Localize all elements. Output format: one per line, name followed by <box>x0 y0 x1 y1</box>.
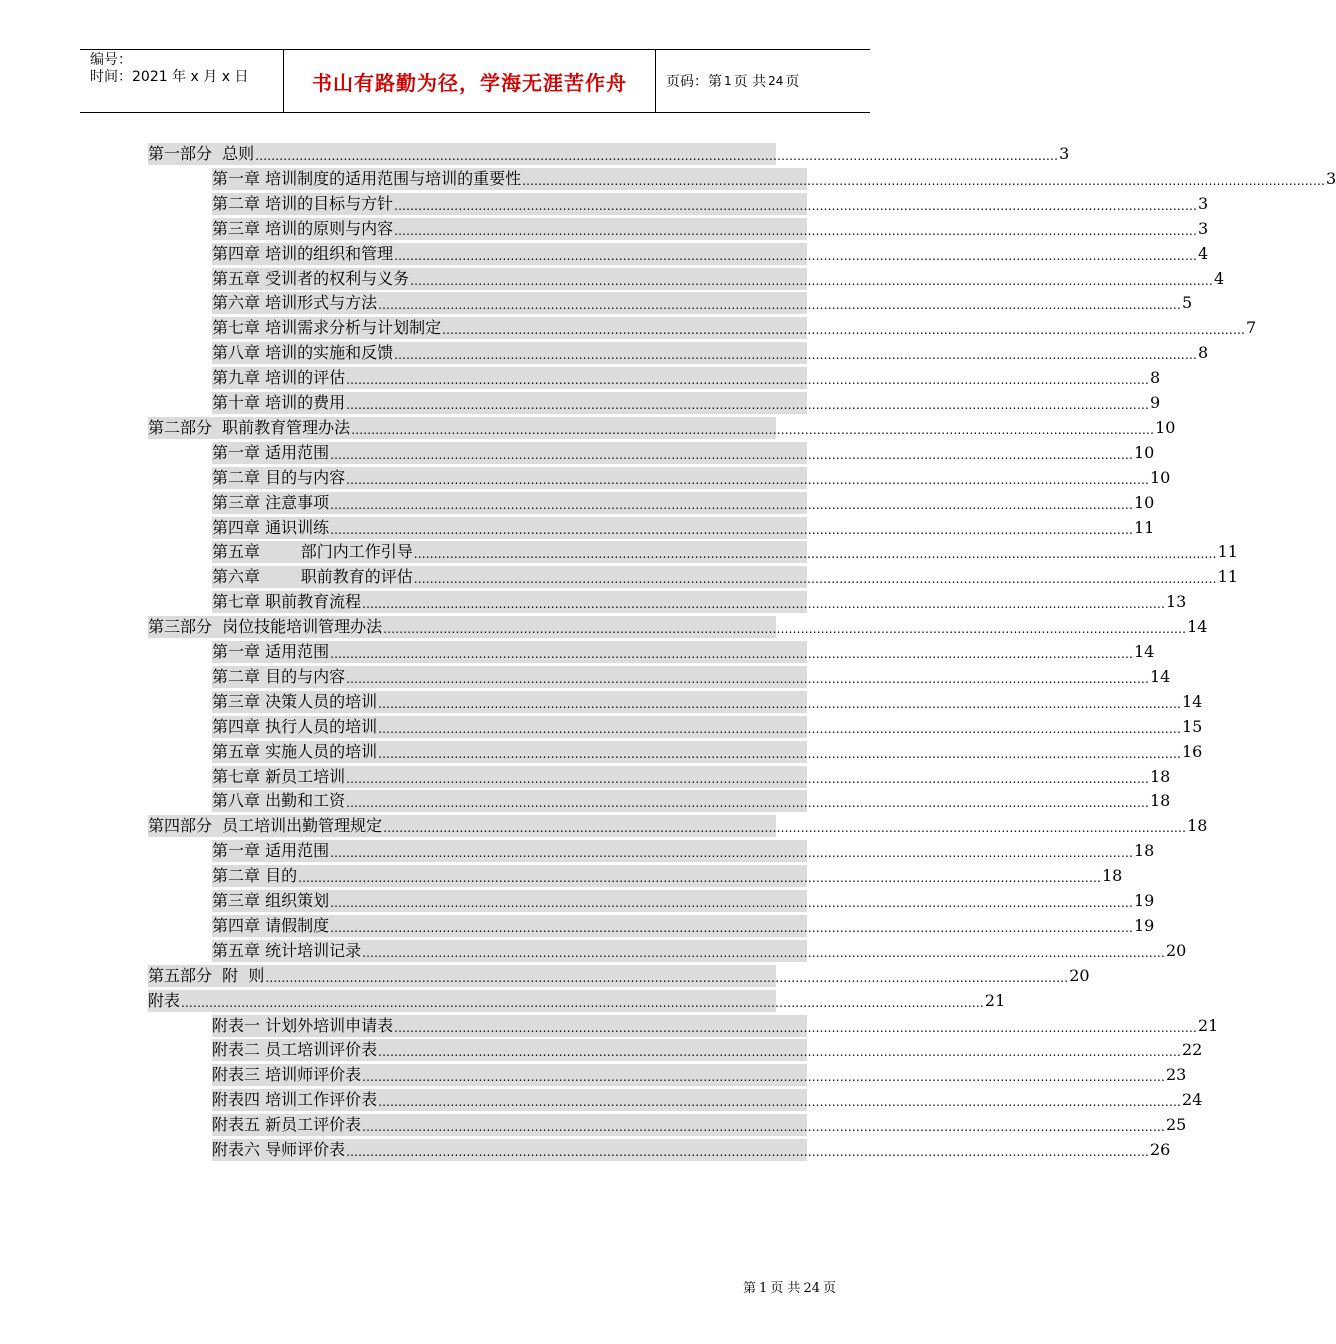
toc-leader-dots: ........................................................................................................................................................................................................ <box>394 348 1197 363</box>
footer-prefix: 第 <box>743 1281 757 1296</box>
toc-entry-page: 14 <box>1187 617 1208 637</box>
toc-entry-title: 第五章 部门内工作引导 <box>212 542 413 562</box>
toc-entry[interactable] <box>212 1089 1203 1111</box>
toc-entry-title: 第一部分 总则 <box>148 144 255 163</box>
toc-entry-title: 附表三 培训师评价表 <box>212 1065 362 1085</box>
toc-entry-title: 附表一 计划外培训申请表 <box>212 1015 394 1035</box>
toc-entry-title: 第五章 实施人员的培训 <box>212 741 378 761</box>
toc-leader-dots: ........................................................................................................................................................................................................ <box>330 846 1133 861</box>
toc-entry-page: 18 <box>1101 866 1123 886</box>
toc-entry-title: 第五章 受训者的权利与义务 <box>212 268 410 288</box>
toc-entry[interactable] <box>148 990 1006 1012</box>
toc-entry[interactable] <box>212 716 1203 738</box>
toc-entry-title: 第八章 出勤和工资 <box>212 791 346 811</box>
toc-entry[interactable] <box>212 442 1155 464</box>
toc-leader-dots: ........................................................................................................................................................................................................ <box>346 472 1149 487</box>
toc-leader-dots: ........................................................................................................................................................................................................ <box>410 273 1213 288</box>
toc-entry[interactable] <box>212 367 1161 389</box>
toc-leader-dots: ........................................................................................................................................................................................................ <box>330 647 1133 661</box>
toc-leader-dots: ........................................................................................................................................................................................................ <box>362 1070 1165 1085</box>
toc-entry-title: 第四章 通识训练 <box>212 517 330 537</box>
toc-entry[interactable] <box>212 218 1209 240</box>
toc-entry-title: 第一章 适用范围 <box>212 841 330 861</box>
toc-entry-title: 第三章 培训的原则与内容 <box>212 218 394 238</box>
toc-entry-title: 第六章 职前教育的评估 <box>212 567 413 587</box>
toc-entry-page: 18 <box>1149 791 1171 811</box>
toc-entry-page: 24 <box>1181 1090 1203 1110</box>
toc-entry-page: 3 <box>1325 168 1336 188</box>
toc-entry-title: 附表二 员工培训评价表 <box>212 1040 378 1060</box>
toc-entry-title: 第二章 培训的目标与方针 <box>212 193 394 213</box>
toc-entry[interactable] <box>212 691 1203 713</box>
toc-leader-dots: ........................................................................................................................................................................................................ <box>442 323 1245 338</box>
toc-leader-dots: ........................................................................................................................................................................................................ <box>346 671 1149 686</box>
toc-leader-dots: ........................................................................................................................................................................................................ <box>255 149 1059 163</box>
page-header <box>80 49 870 113</box>
toc-leader-dots: ........................................................................................................................................................................................................ <box>378 1095 1181 1110</box>
toc-leader-dots: ........................................................................................................................................................................................................ <box>362 597 1165 612</box>
toc-entry[interactable] <box>148 965 1090 987</box>
toc-entry[interactable] <box>212 641 1155 663</box>
toc-entry[interactable] <box>148 417 1176 439</box>
toc-leader-dots: ........................................................................................................................................................................................................ <box>394 248 1197 263</box>
toc-entry-page: 3 <box>1197 193 1209 213</box>
toc-entry-page: 16 <box>1181 741 1203 761</box>
toc-entry-page: 10 <box>1155 417 1176 437</box>
toc-entry-page: 21 <box>1197 1015 1219 1035</box>
toc-entry-page: 14 <box>1181 691 1203 711</box>
toc-leader-dots: ........................................................................................................................................................................................................ <box>383 821 1187 836</box>
toc-entry-title: 第六章 培训形式与方法 <box>212 293 378 313</box>
toc-entry-title: 第四章 执行人员的培训 <box>212 716 378 736</box>
toc-entry-title: 第三部分 岗位技能培训管理办法 <box>148 617 383 637</box>
toc-entry-page: 22 <box>1181 1040 1203 1060</box>
toc-entry-page: 19 <box>1133 891 1155 910</box>
toc-entry-page: 10 <box>1133 492 1155 512</box>
toc-leader-dots: ........................................................................................................................................................................................................ <box>346 398 1149 412</box>
toc-entry-title: 第七章 新员工培训 <box>212 766 346 786</box>
toc-entry[interactable] <box>148 143 1070 165</box>
toc-leader-dots: ........................................................................................................................................................................................................ <box>394 1020 1197 1035</box>
toc-entry[interactable] <box>212 1139 1171 1161</box>
toc-entry-title: 第九章 培训的评估 <box>212 368 346 388</box>
toc-entry-page: 21 <box>984 990 1006 1010</box>
toc-entry-title: 附表 <box>148 990 181 1010</box>
toc-leader-dots: ........................................................................................................................................................................................................ <box>413 547 1217 562</box>
toc-entry[interactable] <box>212 865 1123 887</box>
toc-leader-dots: ........................................................................................................................................................................................................ <box>330 522 1133 537</box>
toc-entry-page: 3 <box>1197 218 1209 238</box>
header-page-current: 1 <box>724 74 732 88</box>
toc-entry-title: 第一章 适用范围 <box>212 442 330 462</box>
toc-entry-page: 23 <box>1165 1065 1187 1085</box>
toc-entry-title: 第三章 注意事项 <box>212 492 330 512</box>
toc-entry[interactable] <box>212 790 1171 812</box>
toc-entry[interactable] <box>212 591 1187 613</box>
toc-entry-page: 25 <box>1165 1115 1187 1135</box>
toc-entry-title: 第七章 职前教育流程 <box>212 592 362 612</box>
toc-entry[interactable] <box>212 268 1225 290</box>
toc-entry-page: 13 <box>1165 592 1187 612</box>
toc-entry-title: 第四章 请假制度 <box>212 915 330 935</box>
toc-entry-page: 20 <box>1165 940 1187 960</box>
toc-entry-title: 第二部分 职前教育管理办法 <box>148 417 351 437</box>
toc-entry[interactable] <box>212 1064 1187 1086</box>
toc-entry-page: 20 <box>1069 965 1090 985</box>
toc-leader-dots: ........................................................................................................................................................................................................ <box>362 1120 1165 1135</box>
toc-entry[interactable] <box>148 815 1208 837</box>
toc-entry-title: 附表五 新员工评价表 <box>212 1115 362 1135</box>
header-page-mid: 页 共 <box>733 74 767 90</box>
toc-entry-page: 14 <box>1149 666 1171 686</box>
toc-leader-dots: ........................................................................................................................................................................................................ <box>378 1045 1181 1060</box>
toc-entry[interactable] <box>212 193 1209 215</box>
document-number-label: 编号： <box>90 52 132 68</box>
toc-entry[interactable] <box>212 243 1209 265</box>
toc-entry[interactable] <box>212 1039 1203 1061</box>
toc-entry-page: 9 <box>1149 393 1161 412</box>
toc-leader-dots: ........................................................................................................................................................................................................ <box>265 970 1069 985</box>
toc-leader-dots: ........................................................................................................................................................................................................ <box>522 173 1325 188</box>
footer-page-current: 1 <box>759 1281 768 1296</box>
toc-entry-page: 11 <box>1217 567 1238 587</box>
toc-entry-title: 第一章 适用范围 <box>212 642 330 661</box>
toc-entry[interactable] <box>212 566 1238 588</box>
header-page-info <box>656 50 870 112</box>
document-time-label: 时间：2021 年 x 月 x 日 <box>90 69 249 85</box>
toc-entry-page: 10 <box>1149 467 1171 487</box>
toc-entry[interactable] <box>212 1114 1187 1136</box>
toc-leader-dots: ........................................................................................................................................................................................................ <box>298 871 1101 886</box>
toc-entry[interactable] <box>212 517 1155 539</box>
toc-entry-page: 11 <box>1133 517 1155 537</box>
toc-entry-page: 3 <box>1059 144 1070 163</box>
toc-entry-title: 第二章 目的与内容 <box>212 467 346 487</box>
toc-entry[interactable] <box>212 392 1161 414</box>
header-page-prefix: 页码：第 <box>666 74 722 90</box>
toc-leader-dots: ........................................................................................................................................................................................................ <box>346 796 1149 811</box>
toc-entry[interactable] <box>148 616 1208 638</box>
toc-leader-dots: ........................................................................................................................................................................................................ <box>378 696 1181 711</box>
toc-entry-title: 附表四 培训工作评价表 <box>212 1090 378 1110</box>
toc-entry[interactable] <box>212 890 1155 912</box>
toc-entry[interactable] <box>212 467 1171 489</box>
toc-leader-dots: ........................................................................................................................................................................................................ <box>383 622 1187 637</box>
header-page-total: 24 <box>768 74 784 88</box>
toc-entry-title: 第七章 培训需求分析与计划制定 <box>212 318 442 338</box>
toc-entry-page: 18 <box>1187 816 1208 836</box>
toc-entry-title: 第四部分 员工培训出勤管理规定 <box>148 816 383 836</box>
toc-entry-title: 第五章 统计培训记录 <box>212 940 362 960</box>
toc-entry-title: 第五部分 附 则 <box>148 965 265 985</box>
header-motto: 书山有路勤为径，学海无涯苦作舟 <box>283 50 656 112</box>
toc-entry-page: 4 <box>1213 268 1225 288</box>
toc-entry-title: 第十章 培训的费用 <box>212 393 346 412</box>
toc-leader-dots: ........................................................................................................................................................................................................ <box>330 920 1133 935</box>
toc-entry[interactable] <box>212 342 1209 364</box>
toc-entry-title: 第一章 培训制度的适用范围与培训的重要性 <box>212 168 522 188</box>
toc-entry[interactable] <box>212 1015 1219 1037</box>
header-meta <box>80 50 283 112</box>
toc-entry[interactable] <box>212 492 1155 514</box>
toc-entry-title: 第四章 培训的组织和管理 <box>212 243 394 263</box>
toc-leader-dots: ........................................................................................................................................................................................................ <box>394 198 1197 213</box>
toc-leader-dots: ........................................................................................................................................................................................................ <box>378 298 1181 313</box>
toc-entry[interactable] <box>212 666 1171 688</box>
toc-entry-title: 第二章 目的 <box>212 866 298 886</box>
toc-entry-title: 第三章 决策人员的培训 <box>212 691 378 711</box>
toc-entry-page: 19 <box>1133 915 1155 935</box>
footer-mid: 页 共 <box>770 1281 801 1296</box>
toc-entry[interactable] <box>212 541 1238 563</box>
toc-leader-dots: ........................................................................................................................................................................................................ <box>413 572 1217 587</box>
toc-leader-dots: ........................................................................................................................................................................................................ <box>346 373 1149 388</box>
toc-entry-page: 8 <box>1149 368 1161 388</box>
toc-entry[interactable] <box>212 840 1155 862</box>
toc-leader-dots: ........................................................................................................................................................................................................ <box>351 422 1155 437</box>
toc-leader-dots: ........................................................................................................................................................................................................ <box>378 746 1181 761</box>
toc-leader-dots: ........................................................................................................................................................................................................ <box>394 223 1197 238</box>
footer-page-total: 24 <box>803 1281 820 1296</box>
toc-entry[interactable] <box>212 741 1203 763</box>
header-page-suffix: 页 <box>785 74 800 90</box>
page-footer <box>743 1277 836 1296</box>
toc-entry-page: 18 <box>1133 841 1155 861</box>
footer-suffix: 页 <box>822 1281 836 1296</box>
toc-entry-page: 4 <box>1197 243 1209 263</box>
toc-leader-dots: ........................................................................................................................................................................................................ <box>378 721 1181 736</box>
toc-entry-page: 7 <box>1245 318 1257 338</box>
toc-leader-dots: ........................................................................................................................................................................................................ <box>181 995 984 1010</box>
toc-entry-page: 26 <box>1149 1140 1171 1159</box>
toc-entry-title: 第三章 组织策划 <box>212 891 330 910</box>
toc-entry[interactable] <box>212 766 1171 788</box>
toc-entry-page: 8 <box>1197 343 1209 363</box>
toc-leader-dots: ........................................................................................................................................................................................................ <box>330 447 1133 462</box>
toc-entry-page: 10 <box>1133 442 1155 462</box>
toc-entry-page: 14 <box>1133 642 1155 661</box>
toc-entry[interactable] <box>212 292 1193 314</box>
toc-leader-dots: ........................................................................................................................................................................................................ <box>362 945 1165 960</box>
toc-leader-dots: ........................................................................................................................................................................................................ <box>330 896 1133 910</box>
toc-entry-title: 第八章 培训的实施和反馈 <box>212 343 394 363</box>
toc-entry[interactable] <box>212 915 1155 937</box>
toc-entry-page: 15 <box>1181 716 1203 736</box>
toc-leader-dots: ........................................................................................................................................................................................................ <box>330 497 1133 512</box>
toc-leader-dots: ........................................................................................................................................................................................................ <box>346 1145 1149 1159</box>
toc-entry-page: 18 <box>1149 766 1171 786</box>
toc-entry[interactable] <box>212 940 1187 962</box>
toc-entry[interactable] <box>212 168 1336 190</box>
toc-entry-title: 第二章 目的与内容 <box>212 666 346 686</box>
toc-entry[interactable] <box>212 317 1257 339</box>
toc-entry-page: 5 <box>1181 293 1193 313</box>
toc-entry-page: 11 <box>1217 542 1238 562</box>
toc-entry-title: 附表六 导师评价表 <box>212 1140 346 1159</box>
toc-leader-dots: ........................................................................................................................................................................................................ <box>346 771 1149 786</box>
